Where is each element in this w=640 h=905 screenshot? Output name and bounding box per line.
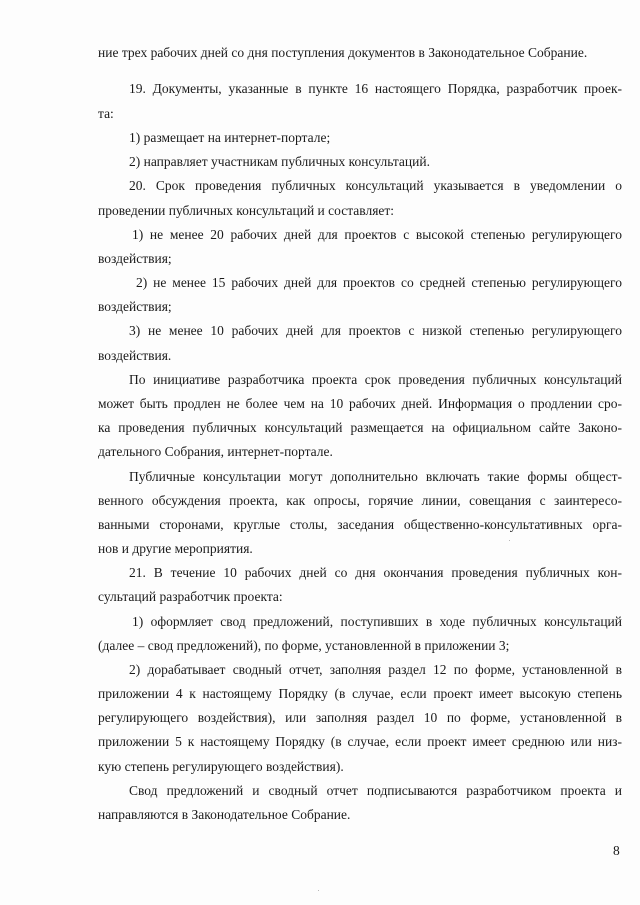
text-line: воздействия; <box>98 299 172 314</box>
text-line: кую степень регулирующего воздействия). <box>98 759 344 774</box>
text-line: Публичные консультации могут дополнительно включать такие формы общест- <box>129 469 622 484</box>
text-line: может быть продлен не более чем на 10 рабочих дней. Информация о продлении сро- <box>98 396 622 411</box>
text-line: 1) не менее 20 рабочих дней для проектов с высокой степенью регулирующего <box>132 227 622 242</box>
text-line: сультаций разработчик проекта: <box>98 589 283 604</box>
text-line: 20. Срок проведения публичных консультаций указывается в уведомлении о <box>129 178 622 193</box>
text-line: приложении 5 к настоящему Порядку (в случае, если проект имеет среднюю или низ- <box>98 734 622 749</box>
text-line: 2) не менее 15 рабочих дней для проектов со средней степенью регулирующего <box>136 275 622 290</box>
text-line: воздействия; <box>98 251 172 266</box>
text-line: По инициативе разработчика проекта срок проведения публичных консультаций <box>129 372 622 387</box>
text-line: ние трех рабочих дней со дня поступления документов в Законодательное Собрание. <box>98 45 588 60</box>
text-line: 19. Документы, указанные в пункте 16 настоящего Порядка, разработчик проек- <box>129 81 622 96</box>
text-line: дательного Собрания, интернет-портале. <box>98 444 333 459</box>
text-line: нов и другие мероприятия. <box>98 541 253 556</box>
text-line: регулирующего воздействия), или заполняя раздел 10 по форме, установленной в <box>98 710 622 725</box>
scan-speck <box>509 540 510 541</box>
text-line: 2) дорабатывает сводный отчет, заполняя раздел 12 по форме, установленной в <box>129 662 622 677</box>
text-line: (далее – свод предложений), по форме, установленной в приложении 3; <box>98 638 510 653</box>
text-line: 1) размещает на интернет-портале; <box>129 130 331 145</box>
text-line: направляются в Законодательное Собрание. <box>98 807 351 822</box>
text-line: ка проведения публичных консультаций размещается на официальном сайте Законо- <box>98 420 622 435</box>
text-line: 2) направляет участникам публичных консультаций. <box>129 154 430 169</box>
text-line: 3) не менее 10 рабочих дней для проектов с низкой степенью регулирующего <box>129 323 622 338</box>
text-line: венного обсуждения проекта, как опросы, горячие линии, совещания с заинтересо- <box>98 493 622 508</box>
text-line: Свод предложений и сводный отчет подписываются разработчиком проекта и <box>129 783 622 798</box>
scan-speck <box>318 890 319 891</box>
text-line: та: <box>98 106 114 121</box>
text-line: проведении публичных консультаций и составляет: <box>98 203 395 218</box>
text-line: ванными сторонами, круглые столы, заседания общественно-консультативных орга- <box>98 517 622 532</box>
text-line: 21. В течение 10 рабочих дней со дня окончания проведения публичных кон- <box>129 565 622 580</box>
text-line: приложении 4 к настоящему Порядку (в случае, если проект имеет высокую степень <box>98 686 622 701</box>
text-line: 1) оформляет свод предложений, поступивших в ходе публичных консультаций <box>132 614 622 629</box>
page-number: 8 <box>613 843 620 858</box>
text-line: воздействия. <box>98 348 172 363</box>
